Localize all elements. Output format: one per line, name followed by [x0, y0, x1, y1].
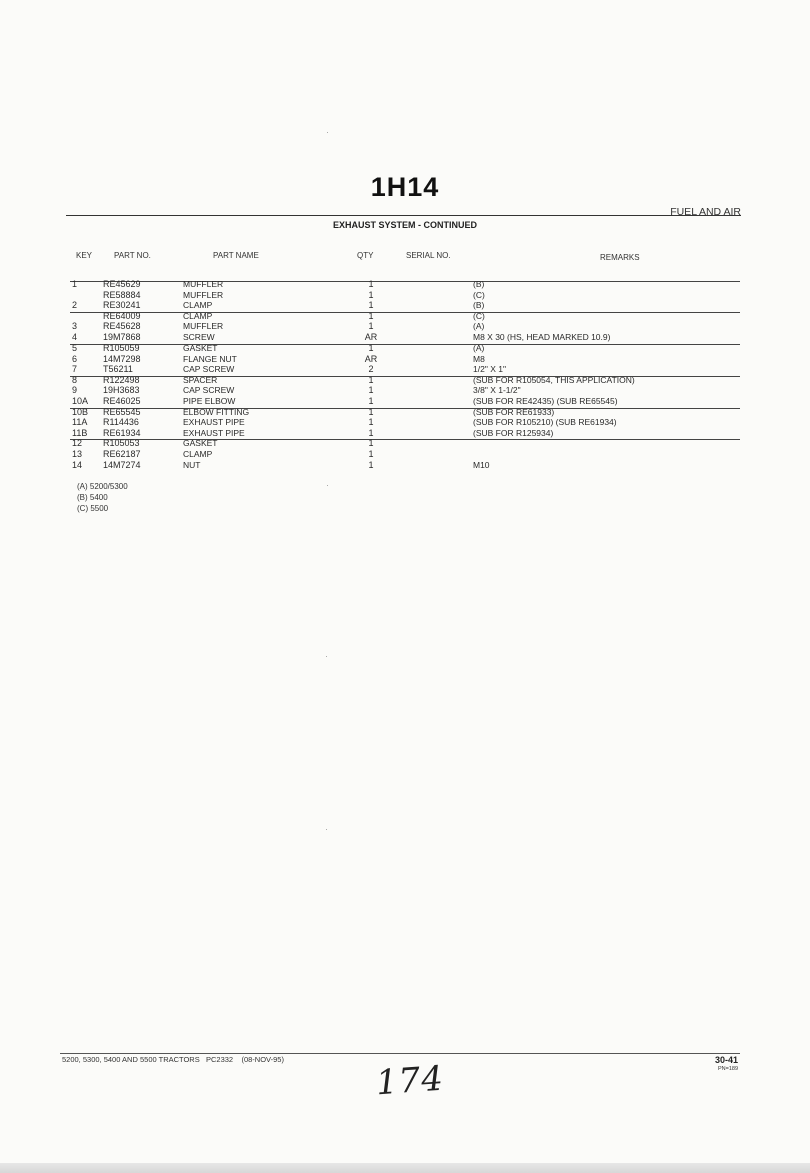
table-row: [0, 375, 810, 385]
remarks-cell: (SUB FOR R105210) (SUB RE61934): [473, 417, 617, 427]
key-cell: 9: [72, 385, 78, 395]
qty-cell: 1: [368, 449, 374, 459]
qty-cell: 1: [368, 321, 374, 331]
scan-speck: [327, 485, 328, 486]
table-row: [0, 407, 810, 417]
table-row: [0, 438, 810, 448]
col-header-part-name: PART NAME: [213, 251, 259, 260]
header-rule: [66, 215, 741, 216]
part-no-cell: RE46025: [103, 396, 141, 406]
part-name-cell: SPACER: [183, 375, 218, 385]
footnote: (B) 5400: [77, 493, 108, 502]
scan-speck: [326, 656, 327, 657]
remarks-cell: (SUB FOR R125934): [473, 428, 554, 438]
key-cell: 11A: [72, 417, 88, 427]
part-no-cell: RE61934: [103, 428, 141, 438]
part-no-cell: R114436: [103, 417, 139, 427]
page-pn: PN=189: [717, 1066, 738, 1072]
part-no-cell: 19H3683: [103, 385, 140, 395]
table-row: [0, 311, 810, 321]
remarks-cell: (SUB FOR RE42435) (SUB RE65545): [473, 396, 618, 406]
qty-cell: AR: [364, 332, 378, 342]
part-no-cell: RE65545: [103, 407, 141, 417]
key-cell: 12: [72, 438, 83, 448]
key-cell: 14: [72, 460, 83, 470]
qty-cell: 1: [368, 343, 374, 353]
scan-speck: [327, 132, 328, 133]
qty-cell: 1: [368, 375, 374, 385]
part-name-cell: MUFFLER: [183, 321, 224, 331]
part-no-cell: RE30241: [103, 300, 141, 310]
footer-date: (08-NOV-95): [241, 1055, 284, 1064]
remarks-cell: (C): [473, 290, 485, 300]
table-row: [0, 385, 810, 395]
part-name-cell: CAP SCREW: [183, 385, 235, 395]
remarks-cell: (B): [473, 300, 485, 310]
page-code: 1H14: [370, 172, 440, 202]
part-name-cell: CLAMP: [183, 449, 213, 459]
qty-cell: 2: [368, 364, 374, 374]
col-header-qty: QTY: [357, 251, 374, 260]
part-name-cell: CLAMP: [183, 300, 213, 310]
table-row: [0, 321, 810, 331]
table-row: [0, 343, 810, 353]
table-subtitle: EXHAUST SYSTEM - CONTINUED: [332, 220, 477, 230]
key-cell: 6: [72, 354, 78, 364]
part-name-cell: FLANGE NUT: [183, 354, 237, 364]
key-cell: 10B: [72, 407, 89, 417]
part-name-cell: EXHAUST PIPE: [183, 428, 245, 438]
part-no-cell: RE62187: [103, 449, 141, 459]
remarks-cell: (A): [473, 321, 485, 331]
qty-cell: 1: [368, 385, 374, 395]
table-row: [0, 300, 810, 310]
part-name-cell: MUFFLER: [183, 279, 224, 289]
part-no-cell: R105059: [103, 343, 140, 353]
qty-cell: 1: [368, 300, 374, 310]
part-name-cell: GASKET: [183, 343, 218, 353]
key-cell: 11B: [72, 428, 88, 438]
remarks-cell: 1/2" X 1": [473, 364, 506, 374]
remarks-cell: (A): [473, 343, 485, 353]
part-name-cell: GASKET: [183, 438, 218, 448]
table-row: [0, 364, 810, 374]
footnotes: [77, 481, 128, 514]
remarks-cell: M8 X 30 (HS, HEAD MARKED 10.9): [473, 332, 611, 342]
remarks-cell: (C): [473, 311, 485, 321]
key-cell: 1: [72, 279, 78, 289]
key-cell: 3: [72, 321, 78, 331]
qty-cell: 1: [368, 290, 374, 300]
remarks-cell: (B): [473, 279, 485, 289]
scan-speck: [326, 829, 327, 830]
part-name-cell: NUT: [183, 460, 201, 470]
part-no-cell: RE64009: [103, 311, 141, 321]
qty-cell: 1: [368, 428, 374, 438]
footer-rule: [60, 1053, 740, 1054]
part-no-cell: RE45628: [103, 321, 141, 331]
qty-cell: 1: [368, 438, 374, 448]
part-name-cell: MUFFLER: [183, 290, 224, 300]
qty-cell: 1: [368, 417, 374, 427]
part-name-cell: SCREW: [183, 332, 215, 342]
key-cell: 4: [72, 332, 78, 342]
col-header-part-no: PART NO.: [114, 251, 151, 260]
key-cell: 5: [72, 343, 78, 353]
qty-cell: 1: [368, 460, 374, 470]
table-row: [0, 279, 810, 289]
part-no-cell: RE45629: [103, 279, 141, 289]
part-name-cell: CAP SCREW: [183, 364, 235, 374]
key-cell: 7: [72, 364, 78, 374]
table-row: [0, 354, 810, 364]
part-name-cell: PIPE ELBOW: [183, 396, 236, 406]
col-header-remarks: REMARKS: [600, 253, 640, 262]
part-no-cell: 14M7274: [103, 460, 141, 470]
footer-catalog: PC2332: [206, 1055, 234, 1064]
key-cell: 10A: [72, 396, 89, 406]
table-row: [0, 396, 810, 406]
part-no-cell: R105053: [103, 438, 140, 448]
remarks-cell: 3/8" X 1-1/2": [473, 385, 521, 395]
part-no-cell: T56211: [103, 364, 133, 374]
table-row: [0, 332, 810, 342]
key-cell: 8: [72, 375, 78, 385]
part-name-cell: EXHAUST PIPE: [183, 417, 245, 427]
footer-models: 5200, 5300, 5400 AND 5500 TRACTORS: [62, 1055, 200, 1064]
scan-edge: [0, 1163, 810, 1173]
table-row: [0, 460, 810, 470]
key-cell: 2: [72, 300, 78, 310]
qty-cell: 1: [368, 396, 374, 406]
qty-cell: 1: [368, 279, 374, 289]
qty-cell: AR: [364, 354, 378, 364]
table-row: [0, 449, 810, 459]
remarks-cell: M8: [473, 354, 485, 364]
part-name-cell: ELBOW FITTING: [183, 407, 250, 417]
part-no-cell: 19M7868: [103, 332, 141, 342]
section-title: FUEL AND AIR: [670, 206, 741, 218]
key-cell: 13: [72, 449, 83, 459]
table-row: [0, 417, 810, 427]
qty-cell: 1: [368, 311, 374, 321]
remarks-cell: (SUB FOR R105054, THIS APPLICATION): [473, 375, 635, 385]
part-no-cell: RE58884: [103, 290, 141, 300]
table-row: [0, 290, 810, 300]
remarks-cell: (SUB FOR RE61933): [473, 407, 555, 417]
col-header-serial-no: SERIAL NO.: [406, 251, 451, 260]
col-header-key: KEY: [76, 251, 93, 260]
footnote: (C) 5500: [77, 504, 109, 513]
qty-cell: 1: [368, 407, 374, 417]
part-name-cell: CLAMP: [183, 311, 213, 321]
part-no-cell: R122498: [103, 375, 140, 385]
footer-catalog-info: [62, 1055, 284, 1064]
part-no-cell: 14M7298: [103, 354, 141, 364]
remarks-cell: M10: [473, 460, 490, 470]
handwritten-page-number: 174: [374, 1058, 446, 1104]
page-number: 30-41: [714, 1055, 738, 1065]
footnote: (A) 5200/5300: [77, 482, 128, 491]
table-row: [0, 428, 810, 438]
